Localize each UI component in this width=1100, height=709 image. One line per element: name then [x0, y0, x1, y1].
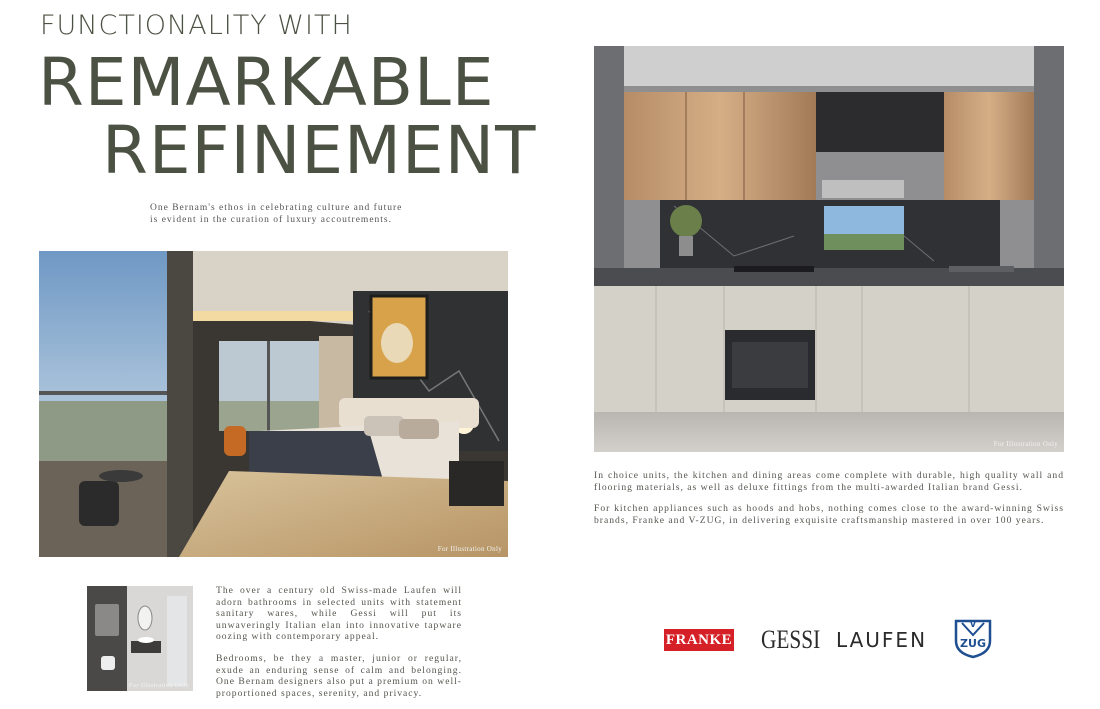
bedroom-image: [39, 251, 508, 557]
bathroom-image: [87, 586, 193, 691]
gessi-logo-text: GESSI: [761, 625, 821, 654]
kitchen-illustration: [594, 46, 1064, 452]
vzug-logo: [954, 619, 992, 659]
headline-line-3: REFINEMENT: [102, 112, 537, 189]
laufen-logo-text: LAUFEN: [836, 628, 928, 652]
bathroom-caption: For Illustration Only: [128, 682, 189, 689]
bath-description: [216, 585, 462, 709]
kitchen-paragraph-1: In choice units, the kitchen and dining areas come complete with durable, high quality wall and flooring materials, as well as deluxe fittings from the multi-awarded Italian brand Gessi.: [594, 470, 1064, 493]
intro-line-1: One Bernam's ethos in celebrating culture and future: [150, 203, 403, 213]
bedroom-caption: For Illustration Only: [437, 545, 502, 553]
franke-logo-text: FRANKE: [665, 631, 733, 648]
kitchen-paragraph-2: For kitchen appliances such as hoods and hobs, nothing comes close to the award-winning Swiss brands, Franke and V-ZUG, in delivering exquisite craftsmanship mastered in over 100 years.: [594, 503, 1064, 526]
bedroom-illustration: [39, 251, 508, 557]
franke-logo: [664, 629, 734, 651]
bathroom-illustration: [87, 586, 193, 691]
bath-paragraph-1: The over a century old Swiss-made Laufen will adorn bathrooms in selected units with statement sanitary wares, while Gessi will put its unwaveringly Italian elan into innovative tapware oozing with contemporary appeal.: [216, 585, 462, 643]
gessi-logo: [761, 624, 833, 656]
vzug-logo-v: V: [969, 620, 977, 629]
laufen-logo: [836, 627, 927, 653]
intro-line-2: is evident in the curation of luxury accoutrements.: [150, 215, 392, 225]
kitchen-image: [594, 46, 1064, 452]
kitchen-description: [594, 470, 1064, 536]
kitchen-caption: For Illustration Only: [993, 440, 1058, 448]
intro-paragraph: [150, 202, 402, 226]
bath-paragraph-2: Bedrooms, be they a master, junior or regular, exude an enduring sense of calm and belonging. One Bernam designers also put a premium on well-proportioned spaces, serenity, and privacy.: [216, 652, 462, 699]
headline-line-2: REMARKABLE: [38, 44, 495, 121]
vzug-logo-zug: ZUG: [960, 637, 986, 650]
headline-line-1: FUNCTIONALITY WITH: [40, 10, 353, 41]
